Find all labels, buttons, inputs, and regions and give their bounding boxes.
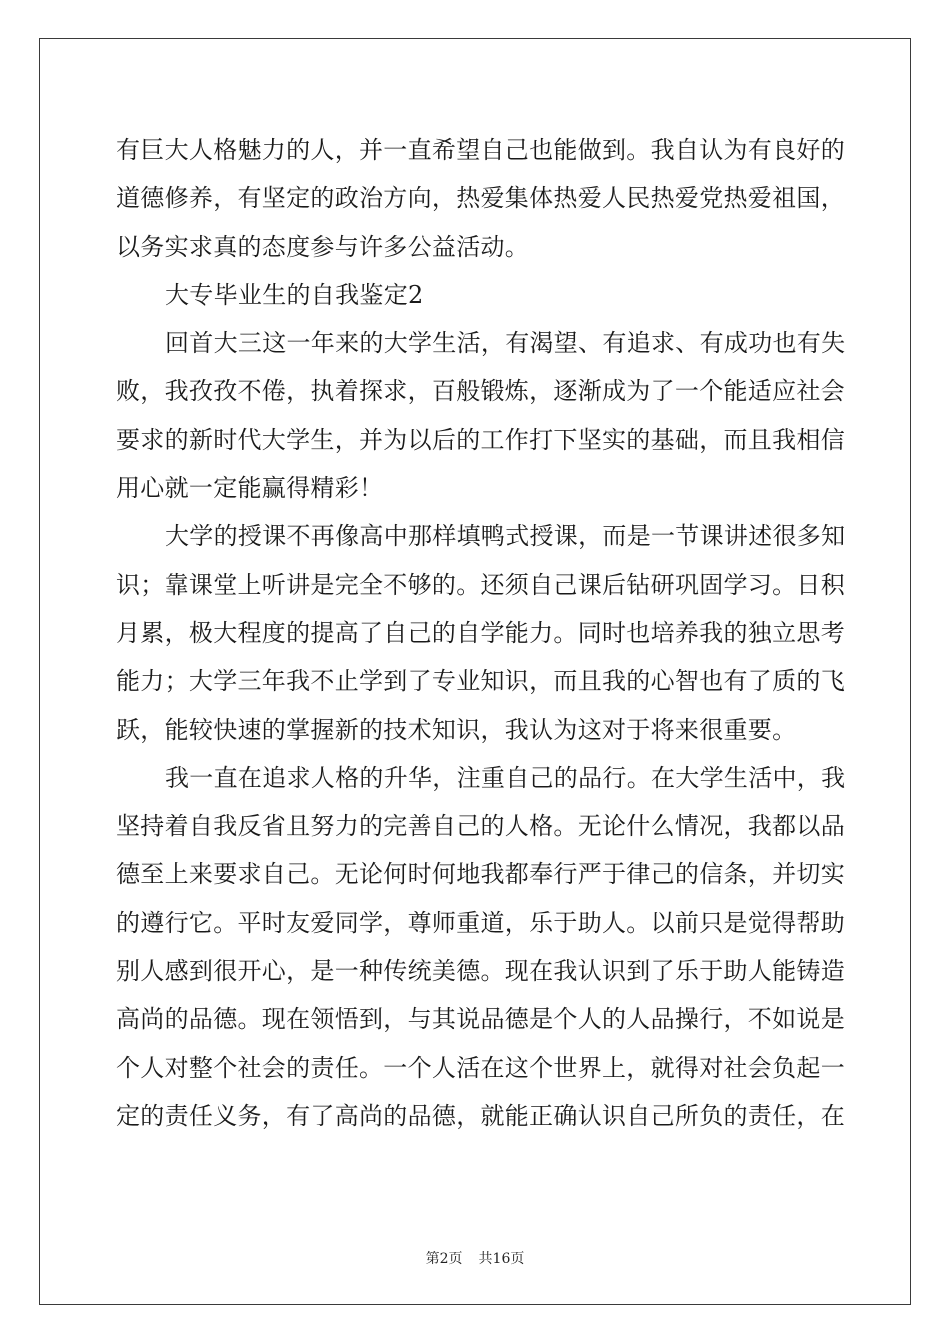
text-line: 能力；大学三年我不止学到了专业知识，而且我的心智也有了质的飞 <box>116 667 845 696</box>
text-line: 用心就一定能赢得精彩！ <box>116 474 384 503</box>
page-number: 第2页 <box>425 1251 463 1267</box>
text-line: 个人对整个社会的责任。一个人活在这个世界上，就得对社会负起一 <box>116 1053 845 1082</box>
document-body <box>116 126 846 1140</box>
paragraph-first-line: 回首大三这一年来的大学生活，有渴望、有追求、有成功也有失 <box>165 329 846 358</box>
paragraph-first-line: 大学的授课不再像高中那样填鸭式授课，而是一节课讲述很多知 <box>165 522 846 551</box>
text-line: 高尚的品德。现在领悟到，与其说品德是个人的人品操行，不如说是 <box>116 1005 845 1034</box>
text-line: 跃，能较快速的掌握新的技术知识，我认为这对于将来很重要。 <box>116 715 797 744</box>
text-line: 败，我孜孜不倦，执着探求，百般锻炼，逐渐成为了一个能适应社会 <box>116 377 845 406</box>
text-line: 以务实求真的态度参与许多公益活动。 <box>116 232 530 261</box>
text-line: 道德修养，有坚定的政治方向，热爱集体热爱人民热爱党热爱祖国， <box>116 184 845 213</box>
text-line: 德至上来要求自己。无论何时何地我都奉行严于律己的信条，并切实 <box>116 860 845 889</box>
text-line: 有巨大人格魅力的人，并一直希望自己也能做到。我自认为有良好的 <box>116 136 845 164</box>
text-line: 的遵行它。平时友爱同学，尊师重道，乐于助人。以前只是觉得帮助 <box>116 908 845 937</box>
text-line: 识；靠课堂上听讲是完全不够的。还须自己课后钻研巩固学习。日积 <box>116 570 845 599</box>
paragraph-first-line: 我一直在追求人格的升华，注重自己的品行。在大学生活中，我 <box>165 763 846 792</box>
text-line: 月累，极大程度的提高了自己的自学能力。同时也培养我的独立思考 <box>116 618 845 647</box>
text-line: 坚持着自我反省且努力的完善自己的人格。无论什么情况，我都以品 <box>116 812 845 841</box>
text-line: 定的责任义务，有了高尚的品德，就能正确认识自己所负的责任，在 <box>116 1101 845 1130</box>
section-heading: 大专毕业生的自我鉴定2 <box>165 280 424 309</box>
text-line: 别人感到很开心，是一种传统美德。现在我认识到了乐于助人能铸造 <box>116 957 845 986</box>
page-footer <box>0 1248 950 1268</box>
page-total: 共16页 <box>478 1251 525 1267</box>
text-line: 要求的新时代大学生，并为以后的工作打下坚实的基础，而且我相信 <box>116 425 845 454</box>
